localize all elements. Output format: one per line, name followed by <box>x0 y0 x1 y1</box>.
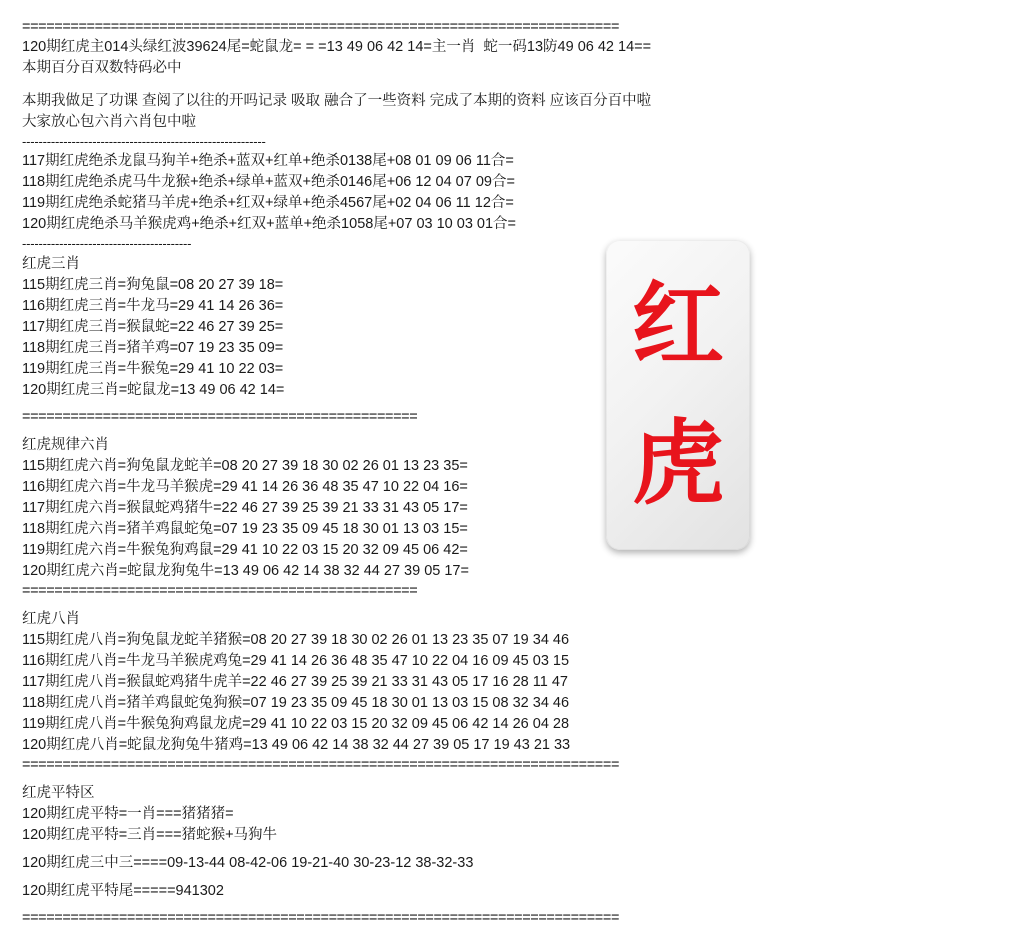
juesha-row: 117期红虎绝杀龙鼠马狗羊+绝杀+蓝双+红单+绝杀0138尾+08 01 09 06 11合= <box>22 153 514 169</box>
baxiao-row: 119期红虎八肖=牛猴兔狗鸡鼠龙虎=29 41 10 22 03 15 20 32 09 45 06 42 14 26 04 28 <box>22 716 570 732</box>
sanxiao-row: 119期红虎三肖=牛猴兔=29 41 10 22 03= <box>22 361 284 377</box>
juesha-row: 119期红虎绝杀蛇猪马羊虎+绝杀+红双+绿单+绝杀4567尾+02 04 06 11 12合= <box>22 195 514 211</box>
liuxiao-row: 118期红虎六肖=猪羊鸡鼠蛇兔=07 19 23 35 09 45 18 30 01 13 03 15= <box>22 521 468 537</box>
document-content <box>22 18 942 928</box>
section-title-baxiao: 红虎八肖 <box>22 611 80 627</box>
baxiao-row: 115期红虎八肖=狗兔鼠龙蛇羊猪猴=08 20 27 39 18 30 02 26 01 13 23 35 07 19 34 46 <box>22 632 570 648</box>
liuxiao-row: 117期红虎六肖=猴鼠蛇鸡猪牛=22 46 27 39 25 39 21 33 31 43 05 17= <box>22 500 468 516</box>
note-line-2: 大家放心包六肖六肖包中啦 <box>22 114 196 130</box>
separator-mid-1: ================================================= <box>22 409 418 425</box>
liuxiao-row: 120期红虎六肖=蛇鼠龙狗兔牛=13 49 06 42 14 38 32 44 27 39 05 17= <box>22 563 469 579</box>
separator-dash-1: ----------------------------------------------------------- <box>22 134 266 149</box>
sanxiao-row: 118期红虎三肖=猪羊鸡=07 19 23 35 09= <box>22 340 284 356</box>
section-title-liuxiao: 红虎规律六肖 <box>22 437 109 453</box>
separator-long-2: ========================================================================== <box>22 757 620 773</box>
pingte-row: 120期红虎平特=三肖===猪蛇猴+马狗牛 <box>22 827 278 843</box>
sanxiao-row: 117期红虎三肖=猴鼠蛇=22 46 27 39 25= <box>22 319 284 335</box>
sanxiao-row: 116期红虎三肖=牛龙马=29 41 14 26 36= <box>22 298 284 314</box>
separator-mid-2: ================================================= <box>22 583 418 599</box>
spacer-7 <box>22 874 942 881</box>
baxiao-row: 116期红虎八肖=牛龙马羊猴虎鸡兔=29 41 14 26 36 48 35 47 10 22 04 16 09 45 03 15 <box>22 653 570 669</box>
spacer-5 <box>22 775 942 782</box>
spacer-4 <box>22 601 942 608</box>
note-line-1: 本期我做足了功课 查阅了以往的开吗记录 吸取 融合了一些资料 完成了本期的资料 应该百分百中啦 <box>22 93 652 109</box>
liuxiao-row: 116期红虎六肖=牛龙马羊猴虎=29 41 14 26 36 48 35 47 10 22 04 16= <box>22 479 468 495</box>
baxiao-row: 118期红虎八肖=猪羊鸡鼠蛇兔狗猴=07 19 23 35 09 45 18 30 01 13 03 15 08 32 34 46 <box>22 695 570 711</box>
intro-line-2: 本期百分百双数特码必中 <box>22 60 182 76</box>
juesha-row: 120期红虎绝杀马羊猴虎鸡+绝杀+红双+蓝单+绝杀1058尾+07 03 10 03 01合= <box>22 216 517 232</box>
spacer-3 <box>22 427 942 434</box>
sanxiao-row: 120期红虎三肖=蛇鼠龙=13 49 06 42 14= <box>22 382 285 398</box>
liuxiao-row: 119期红虎六肖=牛猴兔狗鸡鼠=29 41 10 22 03 15 20 32 09 45 06 42= <box>22 542 468 558</box>
spacer-1 <box>22 79 942 91</box>
pingte-row: 120期红虎平特尾=====941302 <box>22 883 224 899</box>
liuxiao-row: 115期红虎六肖=狗兔鼠龙蛇羊=08 20 27 39 18 30 02 26 01 13 23 35= <box>22 458 468 474</box>
intro-line-1: 120期红虎主014头绿红波39624尾=蛇鼠龙= = =13 49 06 42 14=主一肖 蛇一码13防49 06 42 14== <box>22 39 652 55</box>
section-title-pingte: 红虎平特区 <box>22 785 95 801</box>
baxiao-row: 117期红虎八肖=猴鼠蛇鸡猪牛虎羊=22 46 27 39 25 39 21 33 31 43 05 17 16 28 11 47 <box>22 674 568 690</box>
logo-char-hong: 红 <box>631 272 724 379</box>
logo-char-hu: 虎 <box>631 410 724 517</box>
separator-top: ========================================================================== <box>22 19 620 35</box>
juesha-row: 118期红虎绝杀虎马牛龙猴+绝杀+绿单+蓝双+绝杀0146尾+06 12 04 07 09合= <box>22 174 515 190</box>
separator-bottom: ========================================================================== <box>22 910 620 926</box>
sanxiao-row: 115期红虎三肖=狗兔鼠=08 20 27 39 18= <box>22 277 284 293</box>
red-tiger-logo <box>606 240 750 550</box>
pingte-row: 120期红虎平特=一肖===猪猪猪= <box>22 806 234 822</box>
pingte-row: 120期红虎三中三====09-13-44 08-42-06 19-21-40 30-23-12 38-32-33 <box>22 855 474 871</box>
baxiao-row: 120期红虎八肖=蛇鼠龙狗兔牛猪鸡=13 49 06 42 14 38 32 44 27 39 05 17 19 43 21 33 <box>22 737 571 753</box>
separator-dash-2: ----------------------------------------- <box>22 236 192 251</box>
spacer-2 <box>22 401 942 408</box>
spacer-8 <box>22 902 942 909</box>
spacer-6 <box>22 846 942 853</box>
section-title-sanxiao: 红虎三肖 <box>22 256 80 272</box>
